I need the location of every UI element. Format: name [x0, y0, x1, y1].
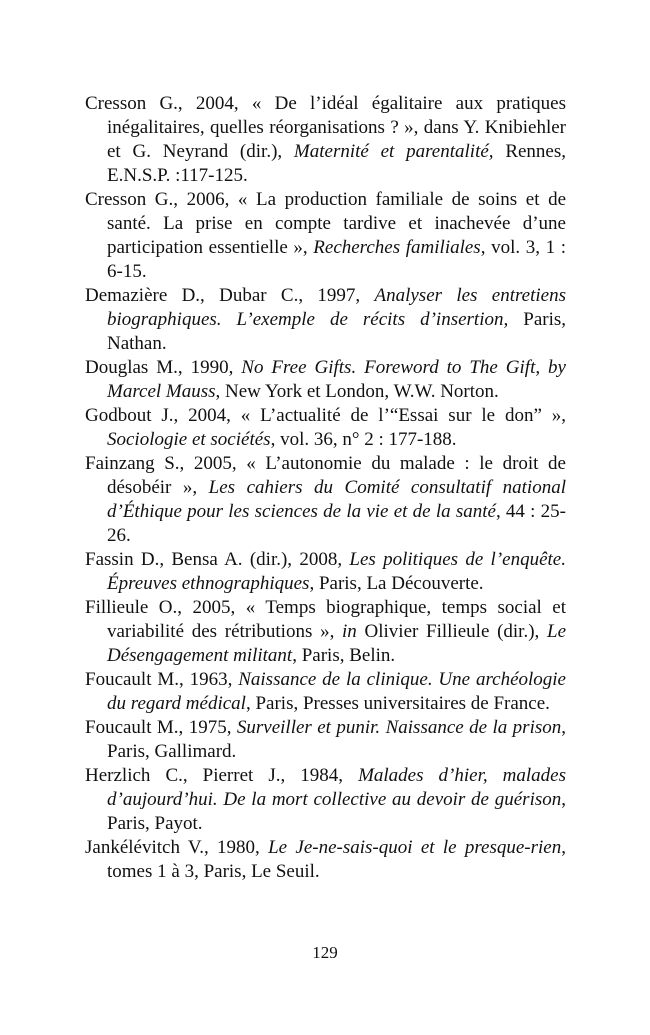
- entry-text: Foucault M., 1963,: [85, 669, 239, 690]
- entry-title: Analyser les entretiens biographiques. L’exemple de récits d’insertion,: [107, 285, 566, 330]
- bibliography-entry: [85, 596, 566, 668]
- entry-text: Fassin D., Bensa A. (dir.), 2008,: [85, 549, 350, 570]
- entry-title: Maternité et parentalité,: [293, 141, 494, 162]
- entry-text: Paris, Nathan.: [107, 309, 567, 354]
- entry-text: Fillieule O., 2005, « Temps biographique, temps social et variabilité des rétributions »,: [85, 597, 566, 642]
- page-number: 129: [312, 943, 338, 962]
- bibliography-entry: [85, 92, 566, 188]
- bibliography-list: [85, 92, 566, 884]
- entry-text: , Paris, Gallimard.: [107, 717, 566, 762]
- entry-text: Fainzang S., 2005, « L’autonomie du malade : le droit de désobéir »,: [85, 453, 566, 498]
- bibliography-entry: [85, 356, 566, 404]
- entry-title: Sociologie et sociétés: [107, 429, 271, 450]
- entry-text: , tomes 1 à 3, Paris, Le Seuil.: [107, 837, 566, 882]
- entry-text: , 44 : 25-26.: [107, 501, 566, 546]
- entry-text: , Paris, La Découverte.: [309, 573, 484, 594]
- entry-text: , vol. 3, 1 : 6-15.: [107, 237, 567, 282]
- bibliography-entry: [85, 716, 566, 764]
- entry-text: , Paris, Presses universitaires de France.: [245, 693, 550, 714]
- entry-title: Recherches familiales: [313, 237, 481, 258]
- entry-text: Rennes, E.N.S.P. :117-125.: [107, 141, 567, 186]
- entry-text: Godbout J., 2004, « L’actualité de l’“Essai sur le don” »,: [85, 405, 566, 426]
- entry-text: , vol. 36, n° 2 : 177-188.: [270, 429, 457, 450]
- entry-title: No Free Gifts. Foreword to The Gift, by Marcel Mauss: [107, 357, 566, 402]
- bibliography-entry: [85, 284, 566, 356]
- bibliography-entry: [85, 548, 566, 596]
- bibliography-entry: [85, 836, 566, 884]
- bibliography-entry: [85, 668, 566, 716]
- entry-text: , New York et London, W.W. Norton.: [215, 381, 499, 402]
- entry-text: Cresson G., 2006, « La production familiale de soins et de santé. La prise en compte tardive et inachevée d’une participation essentielle »,: [85, 189, 566, 258]
- entry-title: in: [342, 621, 357, 642]
- entry-text: Olivier Fillieule (dir.),: [356, 621, 547, 642]
- entry-text: Jankélévitch V., 1980,: [85, 837, 269, 858]
- entry-title: Naissance de la clinique. Une archéologie du regard médical: [107, 669, 566, 714]
- bibliography-entry: [85, 764, 566, 836]
- bibliography-entry: [85, 452, 566, 548]
- entry-text: , Paris, Belin.: [292, 645, 396, 666]
- bibliography-entry: [85, 404, 566, 452]
- entry-text: Foucault M., 1975,: [85, 717, 237, 738]
- entry-title: Les politiques de l’enquête. Épreuves ethnographiques: [107, 549, 566, 594]
- entry-text: Herzlich C., Pierret J., 1984,: [85, 765, 359, 786]
- entry-title: Le Je-ne-sais-quoi et le presque-rien: [268, 837, 562, 858]
- entry-title: Les cahiers du Comité consultatif national d’Éthique pour les sciences de la vie et de la santé: [107, 477, 566, 522]
- bibliography-entry: [85, 188, 566, 284]
- entry-text: Demazière D., Dubar C., 1997,: [85, 285, 375, 306]
- entry-text: Douglas M., 1990,: [85, 357, 242, 378]
- entry-text: Cresson G., 2004, « De l’idéal égalitaire aux pratiques inégalitaires, quelles réorganisations ? », dans Y. Knibiehler et G. Neyrand (dir.),: [85, 93, 566, 162]
- entry-text: , Paris, Payot.: [107, 789, 566, 834]
- entry-title: Surveiller et punir. Naissance de la prison: [236, 717, 562, 738]
- entry-title: Le Désengagement militant: [107, 621, 566, 666]
- entry-title: Malades d’hier, malades d’aujourd’hui. De la mort collective au devoir de guérison: [107, 765, 566, 810]
